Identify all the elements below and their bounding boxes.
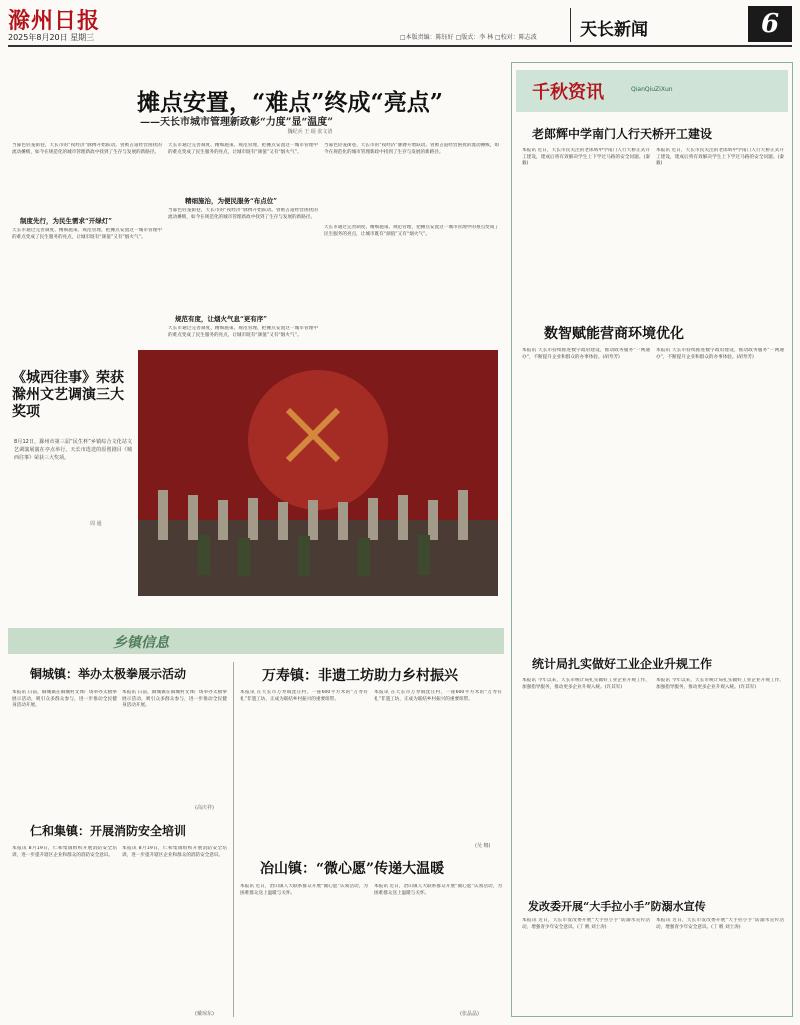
issue-date: 2025年8月20日 星期三 — [8, 33, 95, 42]
town1-body: 本报讯 日前，铜城镇在铜城村文体广场举办太极拳展示活动，吸引众多群众参与，进一步推动全民健身活动开展。 — [12, 690, 117, 709]
banner-subtitle: QianQiuZiXun — [631, 86, 673, 93]
side1-body: 本报讯 近日，天长市民关注的老郎辉中学南门人行天桥正式开工建设，建成后将有效解决学生上下学过马路的安全问题。(秦 毅) — [522, 148, 650, 167]
side4-headline: 发改委开展“大手拉小手”防溺水宣传 — [528, 900, 706, 913]
lead-subheading-1: 制度先行，为民生需求“开绿灯” — [20, 217, 112, 225]
town4-body: 本报讯 近日，冶山镇人大联系群众开展“微心愿”认领活动，为困难群众送上温暖与关怀。 — [240, 884, 368, 896]
side2-body: 本报讯 天长市持续推进数字政府建设，推动政务服务“一网通办”，不断提升企业和群众的办事体验。(胡寿芳) — [522, 348, 650, 360]
lead-body-col3b: 天长市通过完善制度、精细施策、规范管理，把摊点安置这一城市管理中的难点变成了民生服务的亮点，让城市既有“颜值”又有“烟火气”。 — [324, 225, 499, 237]
side3-body: 本报讯 今年以来，天长市统计局扎实做好工业企业升规工作，加强指导服务，推动更多企业升规入统。(许其军) — [522, 678, 650, 690]
masthead-divider — [570, 8, 571, 42]
town2-body-b: 本报讯 8月19日，仁和集镇组织开展消防安全培训，进一步提升辖区企业和群众的消防安全意识。 — [122, 846, 227, 858]
lead-body-col3: 当暮色轻笼街巷，天长市的“夜经济”脉搏开始跃动。曾被占道经营困扰的流动摊贩，如今在规范化的城市管理新政中找到了生存与发展的新路径。 — [324, 143, 499, 155]
photo-credit: 周 通 — [90, 521, 102, 527]
town1-headline: 铜城镇：举办太极拳展示活动 — [30, 667, 187, 681]
photo-caption: 8月12日，滁州市第三届“民生杯”乡镇综合文化站文艺调演展演在亭点举行，天长市选送的原创剧目《城西往事》荣获三大奖项。 — [14, 439, 132, 461]
lead-byline: 魏纪兵 王 琨 张文清 — [287, 129, 333, 135]
lead-subheading-2: 精细施治，为便民服务“布点位” — [185, 197, 277, 205]
masthead-rule — [8, 45, 792, 47]
town4-body-b: 本报讯 近日，冶山镇人大联系群众开展“微心愿”认领活动，为困难群众送上温暖与关怀。 — [374, 884, 502, 896]
photo-headline: 《城西往事》荣获滁州文艺调演三大奖项 — [12, 370, 124, 420]
stage-scene-image — [138, 350, 498, 596]
side2-headline: 数智赋能营商环境优化 — [544, 326, 684, 342]
page-number: 6 — [748, 6, 792, 42]
town3-headline: 万寿镇：非遗工坊助力乡村振兴 — [262, 668, 458, 684]
side1-body-b: 本报讯 近日，天长市民关注的老郎辉中学南门人行天桥正式开工建设，建成后将有效解决学生上下学过马路的安全问题。(秦 毅) — [656, 148, 784, 167]
side4-body-b: 本报讯 近日，天长市发改委开展“大手拉小手”防溺水宣传活动，增强青少年安全意识。(丁 帆 刘士涛) — [656, 918, 784, 930]
town2-credit: (戴琼东) — [195, 1011, 214, 1017]
newspaper-logo: 滁州日报 — [8, 8, 101, 34]
town-news-banner — [8, 628, 504, 654]
lead-body-col2c: 天长市通过完善制度、精细施策、规范管理，把摊点安置这一城市管理中的难点变成了民生服务的亮点，让城市既有“颜值”又有“烟火气”。 — [168, 326, 318, 338]
lead-body-col1: 天长市通过完善制度、精细施策、规范管理，把摊点安置这一城市管理中的难点变成了民生服务的亮点，让城市既有“颜值”又有“烟火气”。 — [12, 228, 162, 240]
side3-headline: 统计局扎实做好工业企业升规工作 — [532, 657, 713, 671]
side1-headline: 老郎辉中学南门人行天桥开工建设 — [532, 127, 713, 141]
side4-body: 本报讯 近日，天长市发改委开展“大手拉小手”防溺水宣传活动，增强青少年安全意识。(丁 帆 刘士涛) — [522, 918, 650, 930]
lead-body-col2b: 当暮色轻笼街巷，天长市的“夜经济”脉搏开始跃动。曾被占道经营困扰的流动摊贩，如今在规范化的城市管理新政中找到了生存与发展的新路径。 — [168, 208, 318, 220]
town2-headline: 仁和集镇：开展消防安全培训 — [30, 824, 187, 838]
side2-body-b: 本报讯 天长市持续推进数字政府建设，推动政务服务“一网通办”，不断提升企业和群众的办事体验。(胡寿芳) — [656, 348, 784, 360]
town3-credit: (吴 娜) — [475, 843, 491, 849]
town4-headline: 冶山镇：“微心愿”传递大温暖 — [260, 861, 445, 877]
banner-brand: 千秋资讯 — [532, 82, 604, 103]
lead-intro: 当暮色轻笼街巷，天长市的“夜经济”脉搏开始跃动。曾被占道经营困扰的流动摊贩，如今在规范化的城市管理新政中找到了生存与发展的新路径。 — [12, 143, 162, 155]
town1-credit: (高庆祥) — [195, 805, 214, 811]
lead-body-col2a: 天长市通过完善制度、精细施策、规范管理，把摊点安置这一城市管理中的难点变成了民生服务的亮点，让城市既有“颜值”又有“烟火气”。 — [168, 143, 318, 155]
lead-subheading-3: 规范有度，让烟火气息“更有序” — [175, 315, 267, 323]
town4-credit: (张晶晶) — [460, 1011, 479, 1017]
town-column-divider — [233, 662, 234, 1017]
performance-photo — [138, 350, 498, 596]
lead-subhead: ——天长市城市管理新政彰“力度”显“温度” — [140, 117, 334, 128]
town2-body: 本报讯 8月19日，仁和集镇组织开展消防安全培训，进一步提升辖区企业和群众的消防安全意识。 — [12, 846, 117, 858]
editor-credits: □本版责编：陈钰好 □版式：李 林 □校对：陈志波 — [400, 34, 537, 41]
town3-body: 本报讯 在天长市万寿镇沈庄村，一座600平方米的“万寿有礼”非遗工坊，正成为联结乡村振兴的重要纽带。 — [240, 690, 368, 702]
news-banner — [516, 70, 788, 112]
side3-body-b: 本报讯 今年以来，天长市统计局扎实做好工业企业升规工作，加强指导服务，推动更多企业升规入统。(许其军) — [656, 678, 784, 690]
lead-headline: 摊点安置，“难点”终成“亮点” — [137, 89, 443, 116]
town1-body-b: 本报讯 日前，铜城镇在铜城村文体广场举办太极拳展示活动，吸引众多群众参与，进一步推动全民健身活动开展。 — [122, 690, 227, 709]
town3-body-b: 本报讯 在天长市万寿镇沈庄村，一座600平方米的“万寿有礼”非遗工坊，正成为联结乡村振兴的重要纽带。 — [374, 690, 502, 702]
section-title: 天长新闻 — [580, 20, 648, 40]
town-news-title: 乡镇信息 — [113, 635, 169, 651]
